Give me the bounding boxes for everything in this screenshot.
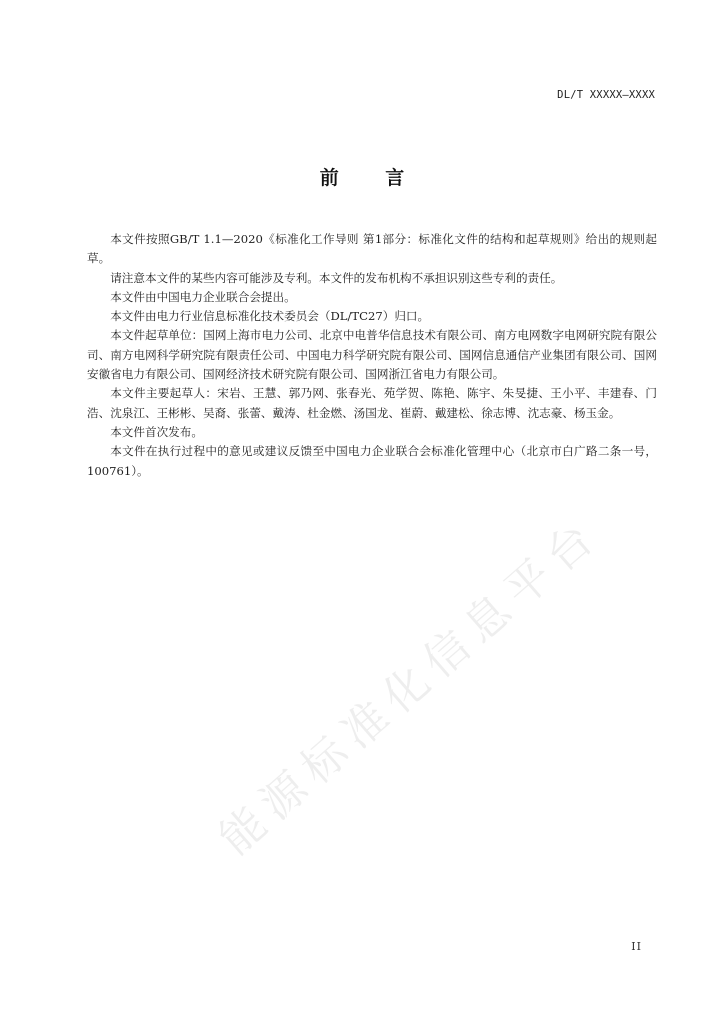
paragraph-main-drafters: 本文件主要起草人：宋岩、王慧、郭乃网、张春光、苑学贺、陈艳、陈宇、朱旻捷、王小平、丰建春、门浩、沈泉江、王彬彬、吴裔、张蕾、戴涛、杜金燃、汤国龙、崔蔚、戴建松、徐志博、沈志豪、杨玉金。 bbox=[87, 386, 657, 420]
watermark: 能源标准化信息平台 bbox=[209, 507, 611, 866]
paragraph-feedback: 本文件在执行过程中的意见或建议反馈至中国电力企业联合会标准化管理中心（北京市白广路二条一号，100761）。 bbox=[87, 444, 657, 478]
paragraph-drafting-units: 本文件起草单位：国网上海市电力公司、北京中电普华信息技术有限公司、南方电网数字电网研究院有限公司、南方电网科学研究院有限责任公司、中国电力科学研究院有限公司、国网信息通信产业集团有限公司、国网安徽省电力有限公司、国网经济技术研究院有限公司、国网浙江省电力有限公司。 bbox=[87, 328, 657, 382]
paragraph-proposer: 本文件由中国电力企业联合会提出。 bbox=[110, 289, 296, 304]
paragraph-patent-notice: 请注意本文件的某些内容可能涉及专利。本文件的发布机构不承担识别这些专利的责任。 bbox=[110, 270, 563, 285]
page-number: II bbox=[631, 940, 642, 953]
document-code: DL/T XXXXX—XXXX bbox=[557, 89, 655, 101]
paragraph-first-release: 本文件首次发布。 bbox=[110, 424, 203, 439]
page-title: 前 言 bbox=[319, 167, 425, 189]
paragraph-drafting-rules: 本文件按照GB/T 1.1—2020《标准化工作导则 第1部分：标准化文件的结构和起草规则》给出的规则起草。 bbox=[87, 232, 657, 266]
paragraph-committee: 本文件由电力行业信息标准化技术委员会（DL/TC27）归口。 bbox=[110, 309, 430, 324]
foreword-body bbox=[87, 230, 657, 481]
